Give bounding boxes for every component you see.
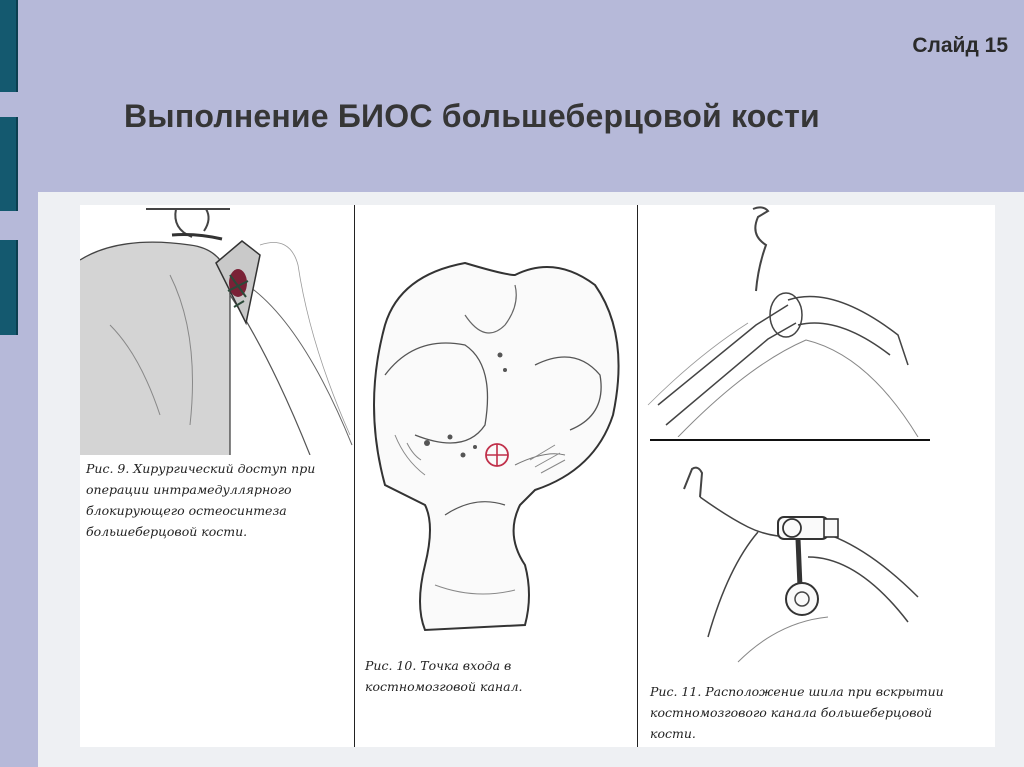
- caption-line: блокирующего остеосинтеза: [86, 503, 287, 518]
- figure-9-caption: [86, 458, 315, 542]
- slide-number: Слайд 15: [912, 34, 1008, 57]
- accent-tab-3: [0, 240, 18, 335]
- awl-position-lower-drawing: [638, 447, 938, 677]
- accent-tab-2: [0, 117, 18, 211]
- slide-title: Выполнение БИОС большеберцовой кости: [124, 98, 820, 134]
- figure-11-caption: [650, 681, 944, 744]
- figure-10-caption: [365, 655, 523, 697]
- caption-line: операции интрамедуллярного: [86, 482, 292, 497]
- tibia-top-drawing: [355, 205, 637, 645]
- caption-line: Рис. 9. Хирургический доступ при: [86, 461, 316, 476]
- surgical-access-drawing: [80, 205, 354, 455]
- awl-position-upper-drawing: [638, 205, 938, 437]
- caption-line: Рис. 11. Расположение шила при вскрытии: [650, 684, 944, 699]
- caption-line: костномозговой канал.: [365, 679, 523, 694]
- figure-9: [80, 205, 354, 747]
- caption-line: большеберцовой кости.: [86, 524, 248, 539]
- figure-10: [355, 205, 637, 747]
- accent-tab-1: [0, 0, 18, 92]
- caption-line: кости.: [650, 726, 696, 741]
- figure-panel: [80, 205, 995, 747]
- caption-line: костномозгового канала большеберцовой: [650, 705, 933, 720]
- caption-line: Рис. 10. Точка входа в: [365, 658, 512, 673]
- panel-separator: [650, 439, 930, 441]
- figure-11: [638, 205, 995, 747]
